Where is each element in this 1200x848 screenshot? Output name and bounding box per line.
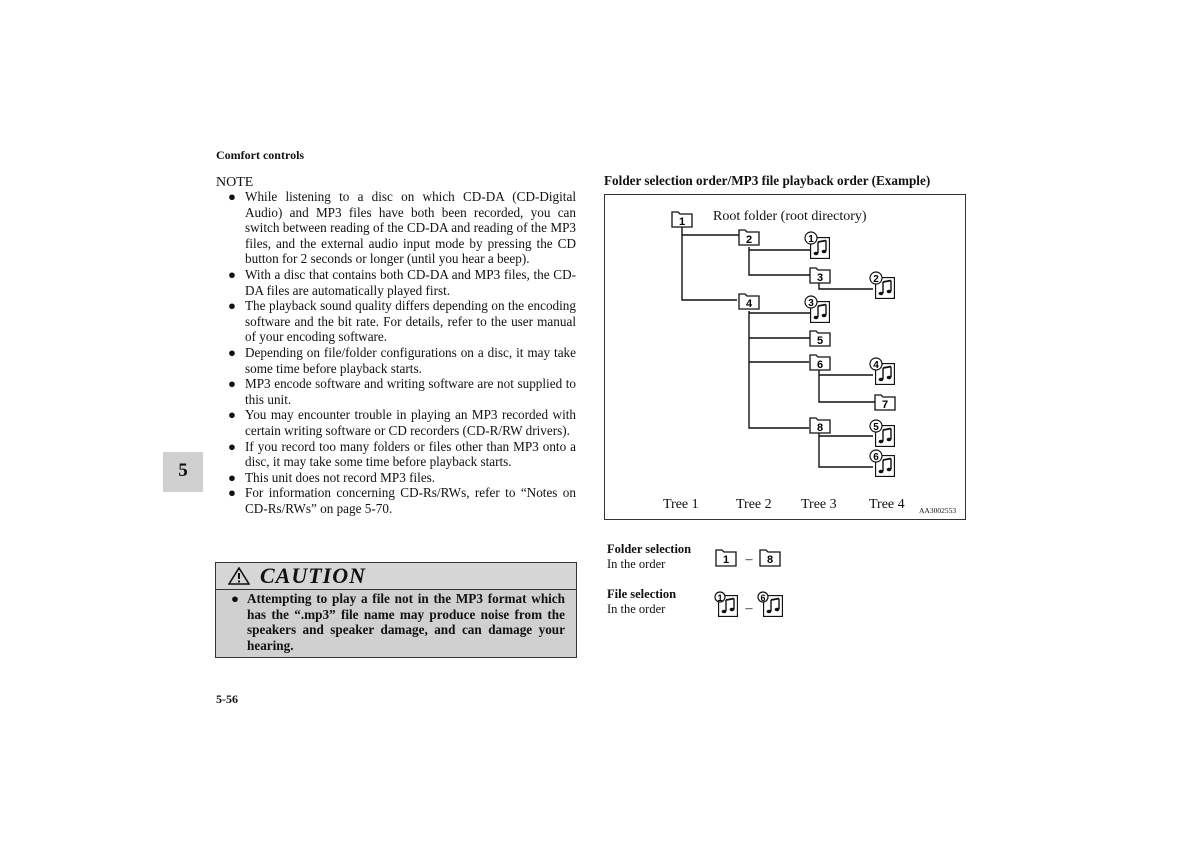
folder-icon bbox=[739, 230, 759, 246]
file-number: 1 bbox=[808, 234, 814, 245]
folder-icon bbox=[810, 268, 830, 284]
music-file-icon bbox=[870, 272, 895, 299]
tree-label-1: Tree 1 bbox=[663, 497, 699, 512]
list-item bbox=[228, 485, 576, 516]
list-item bbox=[228, 439, 576, 470]
tree-label-3: Tree 3 bbox=[801, 497, 837, 512]
bullet-icon: ● bbox=[231, 591, 239, 606]
folder-icon bbox=[739, 294, 759, 310]
note-text: If you record too many folders or files other than MP3 onto a disc, it may take some time before playback starts. bbox=[245, 438, 576, 470]
bullet-icon: ● bbox=[228, 438, 236, 454]
list-item bbox=[228, 407, 576, 438]
folder-icon bbox=[672, 212, 692, 228]
folder-tree-svg bbox=[605, 195, 965, 519]
folder-icon bbox=[716, 550, 736, 566]
file-number: 6 bbox=[873, 452, 879, 463]
file-number: 4 bbox=[873, 360, 879, 371]
bullet-icon: ● bbox=[228, 376, 236, 392]
root-folder-label: Root folder (root directory) bbox=[713, 209, 867, 224]
music-file-icon bbox=[870, 420, 895, 447]
note-text: MP3 encode software and writing software are not supplied to this unit. bbox=[245, 376, 576, 407]
bullet-icon: ● bbox=[228, 469, 236, 485]
tree-lines bbox=[682, 225, 875, 467]
folder-number: 7 bbox=[881, 399, 889, 411]
legend-icons-svg bbox=[700, 540, 800, 620]
folder-number: 6 bbox=[816, 359, 824, 371]
music-file-icon bbox=[758, 592, 783, 617]
caution-header bbox=[216, 563, 576, 590]
note-list bbox=[228, 189, 576, 516]
folder-icon bbox=[810, 355, 830, 371]
note-text: You may encounter trouble in playing an MP3 recorded with certain writing software or CD recorders (CD-R/RW drivers). bbox=[245, 407, 576, 438]
list-item bbox=[228, 267, 576, 298]
note-text: The playback sound quality differs depending on the encoding software and the bit rate. For details, refer to the user manual of your encoding software. bbox=[245, 298, 576, 345]
bullet-icon: ● bbox=[228, 298, 236, 314]
tree-label-4: Tree 4 bbox=[869, 497, 905, 512]
legend-folder-from: 1 bbox=[722, 554, 730, 566]
folder-icon bbox=[875, 395, 895, 411]
note-label: NOTE bbox=[216, 175, 254, 190]
diagram-title: Folder selection order/MP3 file playback order (Example) bbox=[604, 173, 931, 188]
folder-number: 1 bbox=[678, 216, 686, 228]
folder-number: 2 bbox=[745, 234, 753, 246]
caution-box bbox=[215, 562, 577, 658]
legend-file-to: 6 bbox=[760, 593, 766, 603]
legend-dash: – bbox=[745, 552, 753, 567]
file-selection-heading: File selection bbox=[607, 587, 677, 601]
chapter-number: 5 bbox=[178, 460, 188, 481]
list-item bbox=[228, 298, 576, 345]
folder-selection-heading: Folder selection bbox=[607, 542, 692, 556]
folder-icon bbox=[810, 418, 830, 434]
bullet-icon: ● bbox=[228, 266, 236, 282]
music-file-icon bbox=[870, 358, 895, 385]
note-text: With a disc that contains both CD-DA and MP3 files, the CD-DA files are automatically played first. bbox=[245, 266, 576, 298]
note-text: While listening to a disc on which CD-DA (CD-Digital Audio) and MP3 files have both been recorded, you can switch between reading of the CD-DA and reading of the MP3 files, and the external audio input mode by pressing the CD button for 2 seconds or longer (until you hear a beep). bbox=[245, 189, 576, 267]
bullet-icon: ● bbox=[228, 407, 236, 423]
note-text: For information concerning CD-Rs/RWs, refer to “Notes on CD-Rs/RWs” on page 5-70. bbox=[245, 485, 576, 516]
legend-dash: – bbox=[745, 601, 753, 616]
list-item bbox=[228, 345, 576, 376]
section-title: Comfort controls bbox=[216, 148, 305, 162]
folder-selection-subtext: In the order bbox=[607, 557, 666, 571]
bullet-icon: ● bbox=[228, 344, 236, 360]
page-number: 5-56 bbox=[216, 692, 238, 706]
note-text: This unit does not record MP3 files. bbox=[245, 469, 436, 485]
folder-tree-diagram bbox=[604, 194, 966, 520]
folder-number: 4 bbox=[745, 298, 753, 310]
music-file-icon bbox=[715, 592, 738, 617]
bullet-icon: ● bbox=[228, 485, 236, 501]
folder-number: 3 bbox=[816, 272, 824, 284]
music-file-icon bbox=[805, 296, 830, 323]
list-item bbox=[228, 470, 576, 486]
tree-label-2: Tree 2 bbox=[736, 497, 772, 512]
legend-file-from: 1 bbox=[717, 593, 723, 603]
file-number: 5 bbox=[873, 422, 879, 433]
list-item bbox=[228, 189, 576, 267]
bullet-icon: ● bbox=[228, 189, 236, 204]
legend-folder-to: 8 bbox=[766, 554, 774, 566]
folder-icon bbox=[760, 550, 780, 566]
music-file-icon bbox=[870, 450, 895, 477]
folder-number: 8 bbox=[816, 422, 824, 434]
folder-number: 5 bbox=[816, 335, 824, 347]
caution-text: Attempting to play a file not in the MP3 format which has the “.mp3” file name may produce noise from the speakers and speaker damage, and can damage your hearing. bbox=[247, 591, 565, 653]
music-file-icon bbox=[805, 232, 830, 259]
folder-icon bbox=[810, 331, 830, 347]
note-text: Depending on file/folder configurations on a disc, it may take some time before playback starts. bbox=[245, 344, 576, 376]
list-item bbox=[228, 376, 576, 407]
folder-icons bbox=[672, 212, 895, 434]
caution-title: CAUTION bbox=[260, 563, 367, 588]
warning-triangle-icon bbox=[228, 567, 250, 585]
diagram-code: AA3002553 bbox=[919, 506, 957, 515]
file-selection-subtext: In the order bbox=[607, 602, 666, 616]
file-number: 2 bbox=[873, 274, 879, 285]
file-number: 3 bbox=[808, 298, 814, 309]
